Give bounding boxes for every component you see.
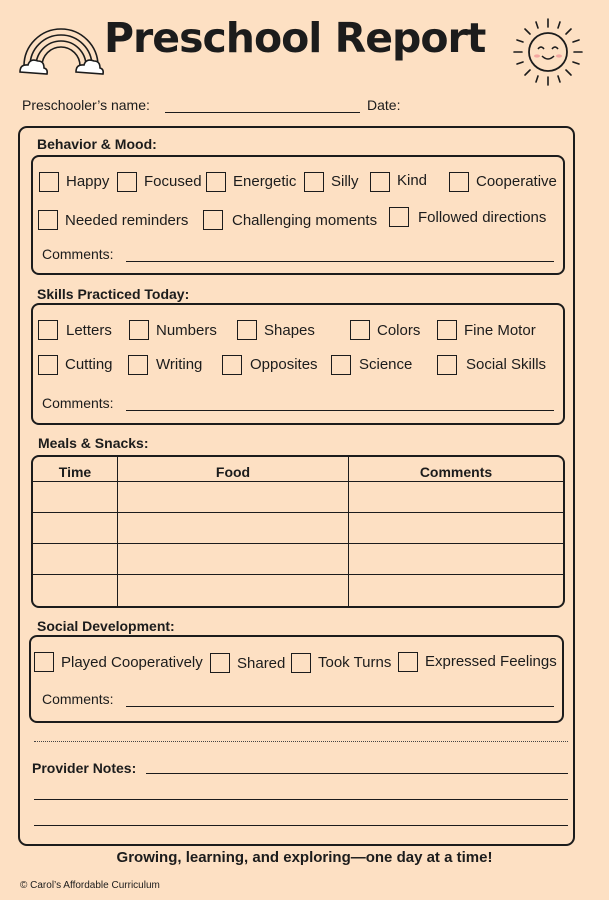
checkbox-cutting[interactable] [38, 355, 58, 375]
provider-notes-label: Provider Notes: [32, 760, 137, 776]
checkbox-label: Energetic [233, 173, 297, 190]
table-cell[interactable] [349, 513, 563, 544]
column-header-time: Time [33, 457, 118, 482]
checkbox-label: Cutting [65, 356, 113, 373]
checkbox-label: Letters [66, 322, 112, 339]
name-label: Preschooler’s name: [22, 97, 150, 113]
skills-comments-field[interactable] [126, 410, 554, 411]
checkbox-label: Numbers [156, 322, 217, 339]
table-cell[interactable] [118, 575, 349, 606]
table-cell[interactable] [118, 544, 349, 575]
checkbox-label: Silly [331, 173, 359, 190]
meals-title: Meals & Snacks: [38, 435, 149, 451]
date-label: Date: [367, 97, 401, 113]
checkbox-focused[interactable] [117, 172, 137, 192]
checkbox-cooperative[interactable] [449, 172, 469, 192]
table-cell[interactable] [33, 544, 118, 575]
behavior-comments-field[interactable] [126, 261, 554, 262]
checkbox-label: Took Turns [318, 654, 392, 671]
table-cell[interactable] [349, 575, 563, 606]
checkbox-played-cooperatively[interactable] [34, 652, 54, 672]
table-cell[interactable] [349, 544, 563, 575]
checkbox-label: Expressed Feelings [425, 653, 557, 670]
page-title: Preschool Report [104, 14, 486, 62]
checkbox-numbers[interactable] [129, 320, 149, 340]
social-box [29, 635, 564, 723]
checkbox-letters[interactable] [38, 320, 58, 340]
checkbox-opposites[interactable] [222, 355, 242, 375]
table-cell[interactable] [33, 575, 118, 606]
checkbox-followed-directions[interactable] [389, 207, 409, 227]
table-row [33, 544, 563, 575]
table-row [33, 513, 563, 544]
table-cell[interactable] [33, 513, 118, 544]
dotted-divider [34, 741, 568, 742]
social-title: Social Development: [37, 618, 175, 634]
social-comments-label: Comments: [42, 691, 114, 707]
checkbox-label: Colors [377, 322, 421, 339]
name-field[interactable] [165, 112, 360, 113]
behavior-title: Behavior & Mood: [37, 136, 157, 152]
rainbow-icon [16, 22, 106, 78]
checkbox-took-turns[interactable] [291, 653, 311, 673]
checkbox-label: Followed directions [418, 209, 547, 226]
checkbox-challenging-moments[interactable] [203, 210, 223, 230]
provider-notes-line-2[interactable] [34, 799, 568, 800]
checkbox-shared[interactable] [210, 653, 230, 673]
checkbox-science[interactable] [331, 355, 351, 375]
provider-notes-line-1[interactable] [146, 773, 568, 774]
checkbox-label: Shared [237, 655, 286, 672]
checkbox-label: Social Skills [466, 356, 547, 373]
checkbox-expressed-feelings[interactable] [398, 652, 418, 672]
checkbox-label: Needed reminders [65, 212, 189, 229]
checkbox-happy[interactable] [39, 172, 59, 192]
checkbox-colors[interactable] [350, 320, 370, 340]
column-header-food: Food [118, 457, 349, 482]
table-cell[interactable] [349, 482, 563, 513]
table-cell[interactable] [33, 482, 118, 513]
checkbox-needed-reminders[interactable] [38, 210, 58, 230]
checkbox-label: Happy [66, 173, 110, 190]
behavior-comments-label: Comments: [42, 246, 114, 262]
checkbox-label: Fine Motor [464, 322, 536, 339]
checkbox-writing[interactable] [128, 355, 148, 375]
checkbox-label: Science [359, 356, 413, 373]
checkbox-label: Kind [397, 172, 428, 189]
checkbox-label: Played Cooperatively [61, 654, 203, 671]
skills-comments-label: Comments: [42, 395, 114, 411]
checkbox-label: Opposites [250, 356, 318, 373]
checkbox-label: Cooperative [476, 173, 557, 190]
meals-table [31, 455, 565, 608]
skills-title: Skills Practiced Today: [37, 286, 190, 302]
checkbox-fine-motor[interactable] [437, 320, 457, 340]
copyright-text: © Carol’s Affordable Curriculum [20, 880, 160, 891]
checkbox-label: Focused [144, 173, 202, 190]
checkbox-shapes[interactable] [237, 320, 257, 340]
checkbox-label: Challenging moments [232, 212, 378, 229]
checkbox-kind[interactable] [370, 172, 390, 192]
column-header-comments: Comments [349, 457, 563, 482]
table-header-row [33, 457, 563, 482]
provider-notes-line-3[interactable] [34, 825, 568, 826]
smiling-sun-icon [508, 16, 588, 86]
checkbox-label: Writing [156, 356, 203, 373]
table-cell[interactable] [118, 482, 349, 513]
checkbox-silly[interactable] [304, 172, 324, 192]
table-row [33, 482, 563, 513]
tagline: Growing, learning, and exploring—one day at a time! [116, 849, 493, 866]
checkbox-social-skills[interactable] [437, 355, 457, 375]
table-cell[interactable] [118, 513, 349, 544]
table-row [33, 575, 563, 606]
checkbox-energetic[interactable] [206, 172, 226, 192]
social-comments-field[interactable] [126, 706, 554, 707]
checkbox-label: Shapes [264, 322, 315, 339]
